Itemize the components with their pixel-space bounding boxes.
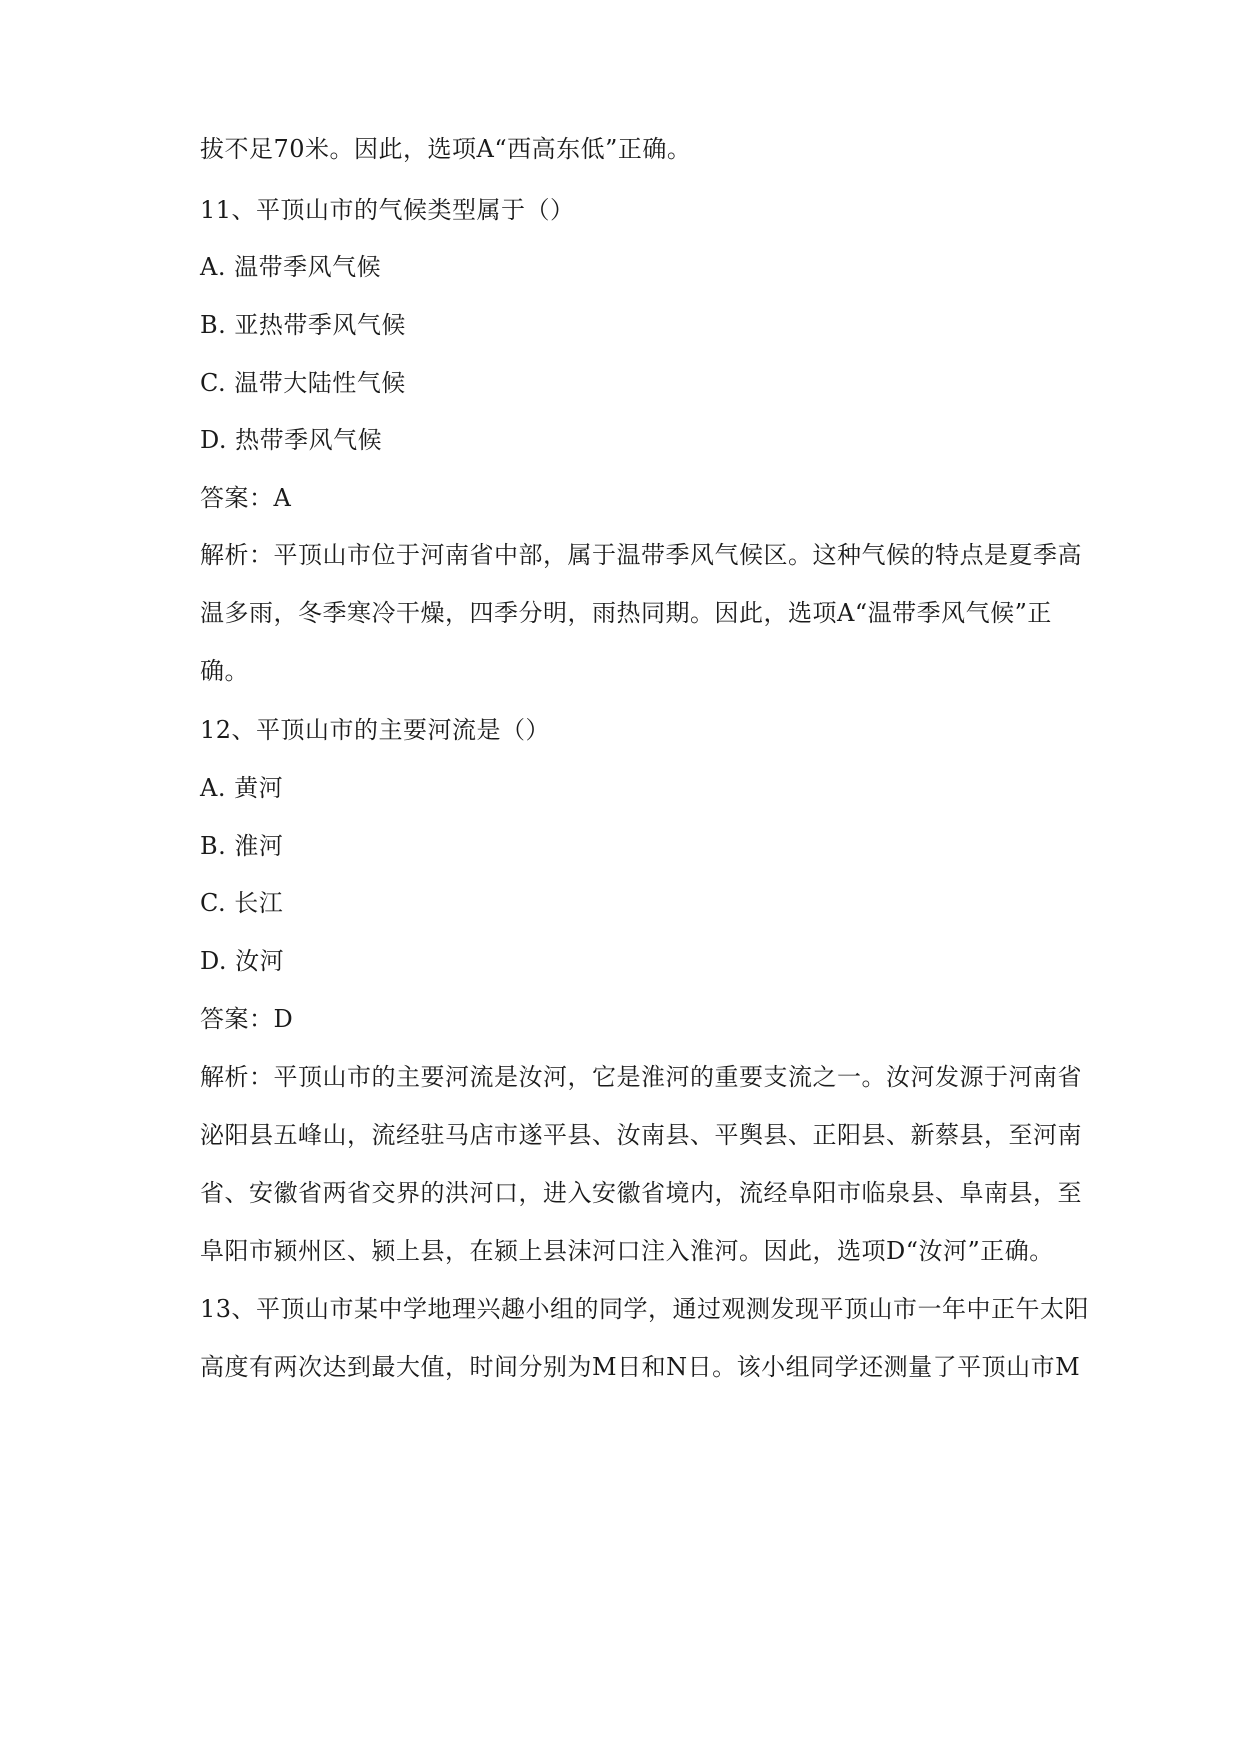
question-12-explanation-line: 解析：平顶山市的主要河流是汝河，它是淮河的重要支流之一。汝河发源于河南省 — [200, 1063, 1082, 1091]
question-12-option-b: B. 淮河 — [200, 832, 284, 860]
question-13-stem-line: 高度有两次达到最大值，时间分别为M日和N日。该小组同学还测量了平顶山市M — [200, 1353, 1081, 1381]
question-11-answer: 答案：A — [200, 484, 292, 512]
question-12-explanation-line: 泌阳县五峰山，流经驻马店市遂平县、汝南县、平舆县、正阳县、新蔡县，至河南 — [200, 1121, 1082, 1149]
question-13-stem-line: 13、平顶山市某中学地理兴趣小组的同学，通过观测发现平顶山市一年中正午太阳 — [200, 1295, 1090, 1323]
question-11-explanation-line: 解析：平顶山市位于河南省中部，属于温带季风气候区。这种气候的特点是夏季高 — [200, 541, 1082, 569]
question-11-option-a: A. 温带季风气候 — [200, 253, 382, 281]
question-12-stem: 12、平顶山市的主要河流是（） — [200, 716, 551, 744]
question-12-option-d: D. 汝河 — [200, 947, 285, 975]
question-12-option-c: C. 长江 — [200, 889, 284, 917]
question-12-explanation-line: 阜阳市颍州区、颍上县，在颍上县沫河口注入淮河。因此，选项D“汝河”正确。 — [200, 1237, 1054, 1265]
answer-explanation-10-tail: 拔不足70米。因此，选项A“西高东低”正确。 — [200, 135, 692, 163]
question-11-option-d: D. 热带季风气候 — [200, 426, 383, 454]
question-11-option-b: B. 亚热带季风气候 — [200, 311, 406, 339]
question-11-option-c: C. 温带大陆性气候 — [200, 369, 406, 397]
question-12-explanation-line: 省、安徽省两省交界的洪河口，进入安徽省境内，流经阜阳市临泉县、阜南县，至 — [200, 1179, 1082, 1207]
question-11-explanation-line: 温多雨，冬季寒冷干燥，四季分明，雨热同期。因此，选项A“温带季风气候”正 — [200, 599, 1052, 627]
question-11-explanation-line: 确。 — [200, 657, 249, 685]
question-11-stem: 11、平顶山市的气候类型属于（） — [200, 196, 575, 224]
question-12-option-a: A. 黄河 — [200, 774, 284, 802]
question-12-answer: 答案：D — [200, 1005, 294, 1033]
